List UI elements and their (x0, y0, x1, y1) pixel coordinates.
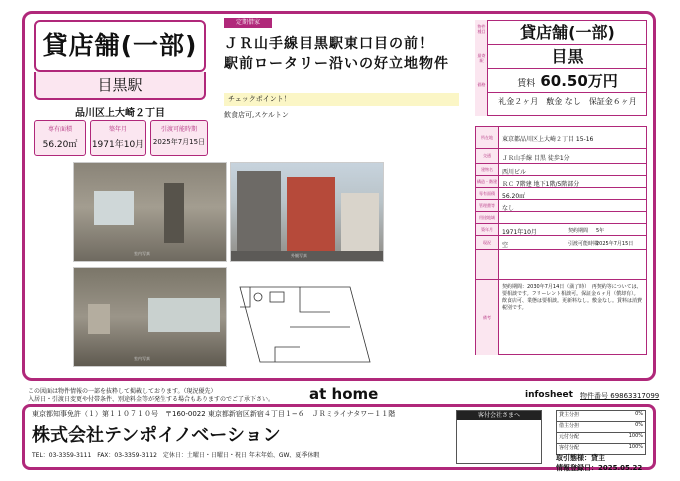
floor-plan (230, 267, 384, 367)
detail-row-fee (476, 200, 646, 212)
stamp-area (456, 410, 542, 464)
building-right (341, 193, 379, 251)
property-kind-title: 貸店舗(一部) (34, 20, 206, 72)
rent-value: 60.50万円 (540, 72, 618, 90)
stat-area-label: 専有面積 (47, 126, 72, 133)
building-left (237, 171, 281, 251)
registered-label: 情報登録日： (556, 464, 598, 472)
detail-value: なし (502, 205, 515, 212)
summary-price-label: 価格 (477, 82, 486, 87)
headline (224, 34, 464, 74)
detail-row-remarks (476, 280, 646, 355)
disclaimer-line-2: 入居日・引渡日変更や付帯条件、別途料金等が発生する場合もありますのでご了承下さい。 (28, 396, 275, 403)
station-name: 目黒駅 (34, 72, 206, 100)
property-number-value: 69863317099 (610, 392, 660, 400)
detail-value: ＪＲ山手線 目黒 徒歩1分 (502, 155, 570, 162)
interior-photo-1 (73, 162, 227, 262)
detail-row-area (476, 188, 646, 200)
transaction-label: 取引態様： (556, 454, 591, 462)
stat-handover-label: 引渡可能時期 (160, 126, 197, 133)
interior-photo-1-caption: 室内写真 (134, 251, 150, 256)
detail-label: 建物名 (476, 164, 499, 175)
commission-table (556, 410, 646, 455)
commission-label: 客付分配 (559, 445, 580, 451)
checkpoint-label: チェックポイント！ (224, 93, 459, 106)
summary-kind: 貸店舗(一部) (488, 20, 647, 45)
commission-label: 元付分配 (559, 434, 580, 440)
detail-value: 東京都品川区上大崎２丁目 15-16 (502, 136, 594, 143)
detail-row-blank-1 (476, 250, 646, 280)
detail-value: 西川ビル (502, 169, 527, 176)
commission-value: 100% (628, 433, 643, 439)
handover-value: 2025年7月15日 (596, 241, 634, 247)
detail-label: 専有面積 (476, 188, 499, 199)
company-contact: TEL：03-3359-3111 FAX：03-3359-3112 定休日：土曜日・日曜日・祝日 年末年始、GW、夏季休暇 (32, 452, 320, 459)
contract-label: 契約期間 (568, 228, 589, 234)
detail-label: 備考 (476, 280, 499, 355)
floor-plan-drawing (230, 267, 384, 367)
summary-rent (488, 69, 647, 93)
detail-label: 現況 (476, 236, 499, 249)
window-shape (148, 298, 220, 332)
stat-area (34, 120, 86, 156)
detail-label: 管理費等 (476, 200, 499, 211)
fixed-term-tag: 定期借家 (224, 18, 272, 28)
remarks-text: 契約期間：2030年7月14日（満了時） 再契約等については、要相談です。フリーレント相談可。保証金６ヶ月（償却有）。飲食店可、業態は要相談。更新料なし。敷金なし。賃料は消費税別です。 (502, 284, 643, 311)
detail-value: 56.20㎡ (502, 193, 526, 200)
detail-row-built (476, 224, 646, 236)
commission-label: 借主分担 (559, 423, 580, 429)
stamp-label: 客付会社さまへ (457, 411, 541, 420)
interior-photo-2-caption: 室内写真 (134, 356, 150, 361)
interior-photo-2 (73, 267, 227, 367)
summary-kind-label: 物件種目 (477, 24, 486, 34)
stat-built-label: 築年月 (108, 126, 127, 133)
infosheet-label: infosheet (525, 390, 573, 400)
detail-row-structure (476, 176, 646, 188)
detail-label: 所在地 (476, 127, 499, 148)
detail-label: 構造・階建 (476, 176, 499, 187)
street-shape (231, 251, 384, 262)
summary-terms: 礼金２ヶ月 敷金 なし 保証金６ヶ月 (498, 97, 637, 106)
detail-value: 空 (502, 242, 509, 249)
detail-value: ＲＣ 7階建 地下1階/5階部分 (502, 181, 580, 188)
rent-prefix: 賃料 (517, 79, 536, 89)
detail-row-access (476, 149, 646, 164)
athome-logo: at home (309, 385, 379, 403)
property-number-label: 物件番号 (580, 392, 608, 400)
headline-line-2: 駅前ロータリー沿いの好立地物件 (224, 56, 449, 72)
stat-handover (150, 120, 208, 156)
commission-value: 0% (635, 411, 643, 417)
door-shape (88, 304, 110, 334)
summary-area-label: 最寄駅 (477, 53, 486, 63)
commission-label: 貸主分担 (559, 412, 580, 418)
handover-label: 引渡可能時期 (568, 241, 599, 247)
detail-row-address (476, 127, 646, 149)
contract-value: 5年 (596, 228, 605, 234)
headline-line-1: ＪＲ山手線目黒駅東口目の前！ (224, 36, 434, 52)
detail-value: 1971年10月 (502, 229, 537, 236)
property-number (580, 391, 659, 401)
detail-table (475, 126, 647, 355)
detail-label: 交通 (476, 149, 499, 163)
summary-area: 目黒 (488, 45, 647, 69)
company-name: 株式会社テンポイノベーション (32, 425, 281, 446)
building-center (287, 177, 335, 251)
stat-handover-value: 2025年7月15日 (152, 138, 206, 146)
column-shape (164, 183, 184, 243)
registered-date (556, 463, 642, 473)
commission-value: 0% (635, 422, 643, 428)
stat-built-value: 1971年10月 (91, 140, 145, 150)
stat-area-value: 56.20㎡ (42, 140, 78, 150)
detail-row-building (476, 164, 646, 176)
exterior-photo-caption: 外観写真 (291, 253, 307, 258)
commission-value: 100% (628, 444, 643, 450)
commission-row (556, 421, 646, 432)
detail-row-status (476, 236, 646, 250)
summary-side (475, 20, 488, 116)
registered-value: 2025.05.22 (598, 464, 643, 472)
stat-built (90, 120, 146, 156)
commission-row (556, 410, 646, 421)
disclaimer-line-1: この図面は物件情報の一部を抜粋して掲載しております。（現況優先） (28, 388, 217, 395)
checkpoint-text: 飲食店可,スケルトン (224, 111, 289, 119)
transaction-value: 貸主 (591, 454, 605, 462)
company-license: 東京都知事免許（１）第１１０７１０号 〒160-0022 東京都新宿区新宿４丁目１−６ ＪＲミライナタワー１１階 (32, 410, 396, 418)
transaction-type (556, 453, 605, 463)
exterior-photo (230, 162, 384, 262)
commission-row (556, 432, 646, 443)
detail-label (476, 250, 499, 279)
detail-label: 用途地域 (476, 212, 499, 223)
detail-label: 築年月 (476, 224, 499, 235)
detail-row-use (476, 212, 646, 224)
address-short: 品川区上大崎２丁目 (75, 108, 165, 119)
window-shape (94, 191, 134, 225)
